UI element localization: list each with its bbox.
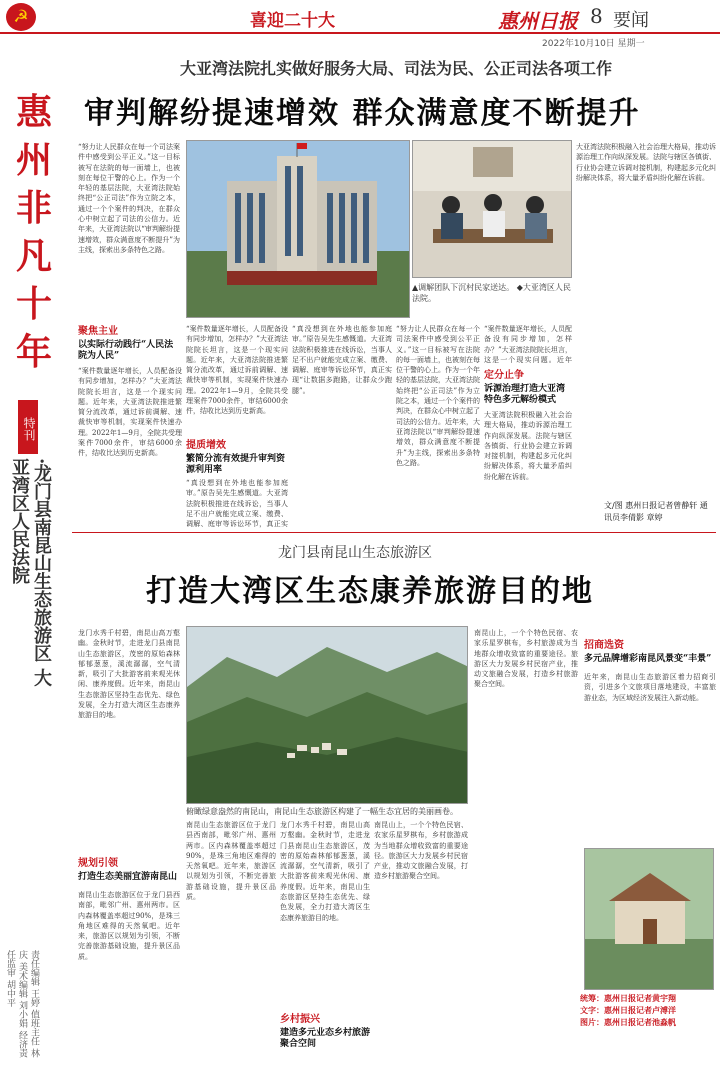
story1-subhead-3b: 诉源治理打造大亚湾特色多元解纷模式 <box>484 384 566 405</box>
masthead <box>0 0 720 34</box>
special-issue-sidebar <box>0 34 66 687</box>
editor-credits: 责任编辑 王婷 值班主任 林庆 美术编辑 刘小娟 经济责任监审 胡中平 <box>5 950 39 1058</box>
credit-photographer: 图片：惠州日报记者池淼帆 <box>580 1017 676 1027</box>
story1-body-2: “真没想到在外地也能参加庭审。”原告吴先生感慨道。大亚湾法院积极推进在线诉讼，当事人足不出户就能完成立案、缴费、调解、庭审等诉讼环节，真正实 <box>186 479 288 528</box>
story1-credit: 文/图 惠州日报记者曾静轩 通讯员李倩影 章婷 <box>604 501 708 522</box>
story1-body-1-cont: “案件数量逐年增长，人员配备没有同步增加，怎样办？”大亚湾法院院长坦言，这是一个现实问题。近年来，大亚湾法院推进繁简分流改革，通过诉前调解、速裁快审等机制，实现案件快速办理。2022年1—9月，全院共受理案件7000余件，审结6000余件，结收比达到历史新高。 <box>186 325 288 416</box>
sidebar-subtitle: ·龙门县南昆山生态旅游区 大亚湾区人民法院 <box>9 458 52 687</box>
story2-photo-caption: 俯瞰绿意盎然的南昆山，南昆山生态旅游区构建了一幅生态宜居的美丽画卷。 <box>186 807 458 816</box>
sidebar-title-char: 非 <box>15 187 52 229</box>
banner-title: 喜迎二十大 <box>250 11 335 31</box>
credit-writer: 文字：惠州日报记者卢溥洋 <box>580 1005 676 1015</box>
story1-headline: 审判解纷提速增效 群众满意度不断提升 <box>84 96 641 131</box>
story2-body-3: 近年来，南昆山生态旅游区着力招商引资，引进多个文旅项目落地建设，丰富旅游业态，为区域经济发展注入新动能。 <box>584 673 716 702</box>
nankun-mountain-photo <box>186 626 468 804</box>
story2-subhead-1b: 打造生态美丽宜游南昆山 <box>78 872 178 882</box>
story2-headline: 打造大湾区生态康养旅游目的地 <box>146 574 594 609</box>
story1-body-1: “案件数量逐年增长，人员配备没有同步增加，怎样办？”大亚湾法院院长坦言，这是一个现实问题。近年来，大亚湾法院推进繁简分流改革，通过诉前调解、速裁快审等机制，实现案件快速办理。2022年1—9月，全院共受理案件7000余件，审结6000余件，结收比达到历史新高。 <box>78 367 182 458</box>
story2-kicker: 龙门县南昆山生态旅游区 <box>278 545 432 561</box>
story1-subhead-2: 提质增效 <box>186 440 226 451</box>
sidebar-title-char: 州 <box>15 139 52 181</box>
resort-photo <box>584 848 714 990</box>
story1-body-3: 大亚湾法院积极融入社会治理大格局，推动诉源治理工作向纵深发展。法院与辖区各镇街、行业协会建立诉调对接机制，构建起多元化纠纷解决体系，将大量矛盾纠纷化解在诉前。 <box>484 411 572 481</box>
story1-subhead-1: 聚焦主业 <box>78 326 118 337</box>
story2-body-1: 南昆山生态旅游区位于龙门县西南部，毗邻广州、惠州两市。区内森林覆盖率超过90%，是珠三角地区难得的天然氧吧。近年来，旅游区以规划为引领，不断完善旅游基础设施，提升景区品质。 <box>78 891 180 961</box>
story2-subhead-3b: 多元品牌增彩南昆风景变“丰景” <box>584 654 712 664</box>
story1-kicker: 大亚湾法院扎实做好服务大局、司法为民、公正司法各项工作 <box>180 59 613 78</box>
story2-subhead-2: 乡村振兴 <box>280 1014 320 1025</box>
story1-body-2-cont2: “努力让人民群众在每一个司法案件中感受到公平正义。”这一目标被写在法院的每一面墙上，也被刻在每位干警的心上。作为一个年轻的基层法院，大亚湾法院始终把“公正司法”作为立院之本，通过一个个案件的判决，在群众心中树立起了司法的公信力。近年来，大亚湾法院以“审判解纷提速增效，群众满意度不断提升”为主线，探索出多条特色之路。 <box>396 325 480 467</box>
newspaper-name: 惠州日报 <box>498 9 578 33</box>
story2-column-mid: 南昆山上，一个个特色民宿、农家乐星罗棋布，乡村旅游成为当地群众增收致富的重要途径。旅游区大力发展乡村民宿产业，推动文旅融合发展，打造乡村旅游聚合空间。 <box>474 629 578 689</box>
story1-body-2-cont: “真没想到在外地也能参加庭审。”原告吴先生感慨道。大亚湾法院积极推进在线诉讼，当事人足不出户就能完成立案、缴费、调解、庭审等诉讼环节，真正实现“让数据多跑路，让群众少跑腿”。 <box>292 325 392 395</box>
story2-subhead-2b: 建造多元业态乡村旅游聚合空间 <box>280 1028 371 1049</box>
story1-body-3-top: “案件数量逐年增长，人员配备没有同步增加，怎样办？”大亚湾法院院长坦言，这是一个现实问题。近年 <box>484 325 572 364</box>
story1-subhead-1b: 以实际行动践行“人民法院为人民” <box>78 340 174 361</box>
story2-subhead-1: 规划引领 <box>78 858 118 869</box>
story2-body-1-cont2: 龙门水秀千村碧，南昆山高万壑幽。金秋时节，走进龙门县南昆山生态旅游区，茂密的原始森林郁郁葱葱，溪流潺潺，空气清新，吸引了大批游客前来观光休闲、康养度假。近年来，南昆山生态旅游区坚持生态优先、绿色发展，全力打造大湾区生态康养旅游目的地。 <box>280 821 370 922</box>
story2-body-2: 南昆山上，一个个特色民宿、农家乐星罗棋布，乡村旅游成为当地群众增收致富的重要途径。旅游区大力发展乡村民宿产业，推动文旅融合发展，打造乡村旅游聚合空间。 <box>374 821 468 881</box>
issue-date: 2022年10月10日 星期一 <box>542 39 645 49</box>
party-emblem-icon: ☭ <box>6 3 36 31</box>
page-number: 8 <box>590 4 603 28</box>
court-building-photo <box>186 140 410 318</box>
page-section: 要闻 <box>613 10 649 31</box>
story-divider <box>72 532 716 533</box>
credit-coordinator: 统筹：惠州日报记者黄宇翔 <box>580 993 676 1003</box>
special-issue-tag: 特刊 <box>18 400 38 454</box>
story2-intro: 龙门水秀千村碧，南昆山高万壑幽。金秋时节，走进龙门县南昆山生态旅游区，茂密的原始森林郁郁葱葱，溪流潺潺，空气清新，吸引了大批游客前来观光休闲、康养度假。近年来，南昆山生态旅游区坚持生态优先、绿色发展，全力打造大湾区生态康养旅游目的地。 <box>78 629 180 720</box>
story1-photo-caption: ▲调解团队下沉村民家送达。 ◆大亚湾区人民法院。 <box>412 283 571 303</box>
sidebar-title-char: 凡 <box>15 235 52 277</box>
sidebar-title-char: 惠 <box>15 91 52 133</box>
sidebar-title-char: 十 <box>15 283 52 325</box>
story1-subhead-3: 定分止争 <box>484 370 524 381</box>
story1-intro: “努力让人民群众在每一个司法案件中感受到公平正义。”这一目标被写在法院的每一面墙上，也被刻在每位干警的心上。作为一个年轻的基层法院，大亚湾法院始终把“公正司法”作为立院之本，通过一个个案件的判决，在群众心中树立起了司法的公信力。近年来，大亚湾法院以“审判解纷提速增效，群众满意度不断提升”为主线，探索出多条特色之路。 <box>78 143 180 254</box>
story1-subhead-2b: 繁简分流有效提升审判资源利用率 <box>186 454 286 475</box>
mediation-photo <box>412 140 572 278</box>
story1-column-right: 大亚湾法院积极融入社会治理大格局，推动诉源治理工作向纵深发展。法院与辖区各镇街、行业协会建立诉调对接机制，构建起多元化纠纷解决体系，将大量矛盾纠纷化解在诉前。 <box>576 143 716 182</box>
sidebar-title-char: 年 <box>15 331 52 373</box>
story2-subhead-3: 招商选资 <box>584 640 624 651</box>
story2-body-1-cont: 南昆山生态旅游区位于龙门县西南部，毗邻广州、惠州两市。区内森林覆盖率超过90%，是珠三角地区难得的天然氧吧。近年来，旅游区以规划为引领，不断完善旅游基础设施，提升景区品质。 <box>186 821 276 902</box>
story2-credits <box>580 992 716 1028</box>
